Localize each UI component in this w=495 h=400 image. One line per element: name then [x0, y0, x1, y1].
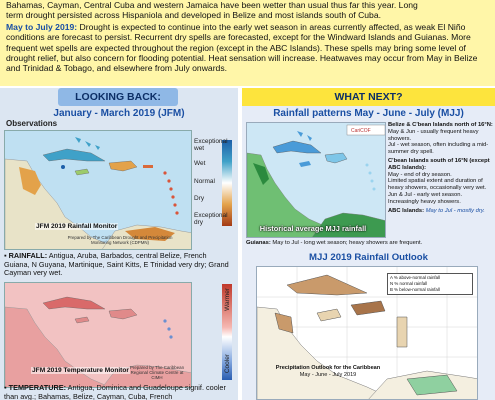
outlook-caption-line-1: Precipitation Outlook for the Caribbean: [275, 365, 381, 371]
outlook-legend-above: A % above-normal rainfall: [390, 275, 441, 280]
temperature-monitor-caption: JFM 2019 Temperature Monitor: [32, 367, 129, 374]
jfm-temperature-map: [4, 282, 192, 388]
guianas-text: May to Jul - long wet season; heavy showers are frequent.: [270, 240, 423, 246]
legend-cooler: Cooler: [224, 354, 231, 374]
intro-section: [0, 0, 495, 86]
intro-lead: May to July 2019:: [6, 21, 78, 32]
temperature-summary: ▪ TEMPERATURE: Antigua, Dominica and Guadeloupe signif. cooler than avg.; Bahamas, Belize, Cayman, Cuba, French: [4, 383, 226, 400]
outlook-caption: [263, 365, 393, 378]
legend-dry: Dry: [194, 195, 205, 202]
note-south-may: May - end of dry season.: [388, 171, 452, 178]
note-south-jun-jul: Jun & Jul - early wet season. Increasingly heavy showers.: [388, 191, 463, 205]
note-abc-text: May to Jul - mostly dry.: [424, 207, 485, 214]
temperature-label: TEMPERATURE:: [8, 383, 67, 392]
legend-wet: Wet: [194, 160, 206, 167]
note-north-may-jun: May & Jun - usually frequent heavy showers.: [388, 128, 479, 142]
legend-warmer: Warmer: [224, 288, 231, 311]
looking-back-panel: [0, 88, 238, 400]
mjj-rainfall-outlook-map: [256, 266, 478, 400]
note-heading-north: Belize & C'bean Islands north of 16°N:: [388, 122, 493, 128]
rainfall-pattern-notes: [388, 122, 493, 214]
rainfall-monitor-caption: JFM 2019 Rainfall Monitor: [36, 223, 118, 230]
intro-line-2: term drought persisted across Hispaniola and developed in Belize and most islands south of Cuba.: [6, 10, 381, 21]
intro-line-1: Bahamas, Cayman, Central Cuba and western Jamaica have been wetter than usual thus far this year. Long: [6, 0, 418, 10]
outlook-legend-normal: N % normal rainfall: [390, 281, 428, 286]
historical-mjj-rainfall-map: [246, 122, 386, 238]
legend-normal: Normal: [194, 178, 215, 185]
note-heading-south: C'bean Islands south of 16°N (except ABC Islands):: [388, 157, 490, 171]
mjj-title: Rainfall patterns May - June - July (MJJ): [273, 108, 464, 119]
historical-rainfall-graphic: [247, 123, 386, 238]
legend-exceptional-wet: Exceptional wet: [194, 138, 228, 152]
legend-exceptional-dry: Exceptional dry: [194, 212, 228, 226]
outlook-legend-below: B % below-normal rainfall: [390, 287, 440, 292]
rainfall-text: Antigua, Aruba, Barbados, central Belize, French Guiana, N Guyana, Martinique, Saint Kitts, E Trinidad very dry; Grand Cayman very wet.: [4, 251, 229, 278]
outlook-legend: [387, 273, 473, 295]
jfm-title: January - March 2019 (JFM): [53, 108, 185, 119]
guianas-label: Guianas:: [246, 240, 271, 246]
what-next-panel: [242, 88, 495, 400]
rainfall-summary: ▪ RAINFALL: Antigua, Aruba, Barbados, central Belize, French Guiana, N Guyana, Martinique, Saint Kitts, E Trinidad very dry; Grand Cayman very wet.: [4, 251, 229, 278]
temperature-legend: [194, 284, 236, 384]
temperature-monitor-credit: Prepared by The Caribbean Regional Climate Centre at CIMH: [129, 365, 185, 380]
historical-mjj-caption: Historical average MJJ rainfall: [259, 223, 367, 233]
mjj-outlook-title: MJJ 2019 Rainfall Outlook: [309, 252, 428, 263]
svg-text:CariCOF: CariCOF: [351, 128, 371, 134]
note-north-jul: Jul - wet season, often including a mid-summer dry spell.: [388, 142, 489, 156]
note-abc-islands: [388, 208, 493, 215]
observations-label: Observations: [6, 119, 58, 128]
temperature-text: Antigua, Dominica and Guadeloupe signif. cooler than avg.; Bahamas, Belize, Cayman, Cuba, French: [4, 383, 226, 400]
note-south-showers: Limited spatial extent and duration of heavy showers, occasionally very wet.: [388, 178, 487, 192]
rainfall-map-graphic: [5, 131, 192, 250]
intro-outlook-paragraph: [6, 22, 489, 74]
note-heading-abc: ABC Islands:: [388, 207, 425, 214]
rainfall-legend: [194, 138, 236, 230]
rainfall-label: RAINFALL:: [8, 251, 48, 260]
outlook-caption-line-2: May - June - July 2019: [299, 371, 357, 378]
intro-body: Drought is expected to continue into the early wet season in areas currently affected, as weak El Niño conditions are forecast to persist. Recurrent dry spells are forecasted, except for the Windward Islands and Guianas. More frequent wet spells are expected throughout the region (except in the ABC Islands). These spells may bring some level of drought relief, but also concern for flooding potential. Heat sensation will increase. Heatwaves may occur from May in Belize and Trinidad & Tobago, and elsewhere from July onwards.: [6, 21, 478, 74]
guianas-note: [246, 240, 492, 247]
what-next-banner: WHAT NEXT?: [242, 88, 495, 106]
looking-back-banner: LOOKING BACK:: [58, 88, 178, 106]
rainfall-monitor-credit: Prepared by The Caribbean Drought and Precipitation Monitoring Network (CDPMN): [67, 235, 173, 245]
jfm-rainfall-map: [4, 130, 192, 250]
